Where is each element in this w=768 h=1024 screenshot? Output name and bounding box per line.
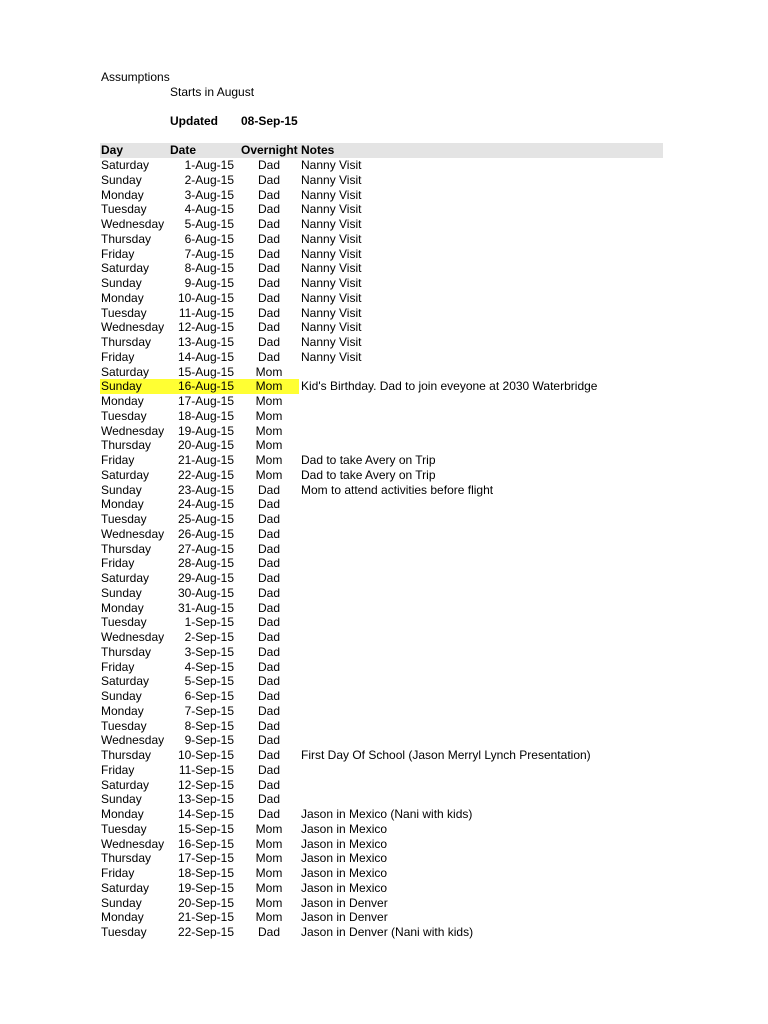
overnight-cell: Dad [257, 718, 280, 733]
day-cell: Saturday [101, 261, 150, 276]
notes-cell: First Day Of School (Jason Merryl Lynch Presentation) [301, 748, 591, 762]
table-row [100, 660, 663, 675]
day-cell: Monday [101, 600, 144, 615]
day-cell: Friday [101, 349, 135, 364]
overnight-cell: Dad [257, 187, 280, 202]
day-cell: Tuesday [101, 821, 147, 836]
table-row [100, 438, 663, 453]
date-cell: 4-Aug-15 [184, 202, 234, 217]
overnight-cell: Mom [255, 438, 283, 453]
day-cell: Friday [101, 453, 135, 467]
date-cell: 30-Aug-15 [177, 585, 234, 600]
day-cell: Sunday [101, 482, 142, 497]
notes-cell: Nanny Visit [301, 172, 362, 187]
day-cell: Sunday [101, 379, 142, 394]
overnight-cell: Mom [255, 851, 283, 866]
date-cell: 26-Aug-15 [177, 526, 234, 541]
date-cell: 12-Aug-15 [177, 320, 234, 335]
notes-cell: Jason in Mexico [301, 880, 388, 895]
day-cell: Friday [101, 556, 135, 571]
table-row [100, 601, 663, 616]
table-row [100, 866, 663, 881]
table-row [100, 896, 663, 911]
overnight-cell: Dad [257, 526, 280, 541]
table-row [100, 837, 663, 852]
notes-cell: Nanny Visit [301, 305, 362, 320]
overnight-cell: Dad [257, 571, 280, 585]
day-cell: Monday [101, 703, 144, 718]
overnight-cell: Dad [257, 585, 280, 600]
date-cell: 21-Sep-15 [177, 910, 234, 925]
table-row [100, 173, 663, 188]
date-cell: 3-Sep-15 [184, 644, 234, 659]
assumptions-label: Assumptions [101, 70, 170, 84]
overnight-cell: Dad [257, 792, 280, 807]
table-row [100, 409, 663, 424]
overnight-cell: Dad [257, 659, 280, 674]
overnight-cell: Mom [255, 453, 283, 467]
notes-cell: Nanny Visit [301, 335, 362, 349]
notes-cell: Dad to take Avery on Trip [301, 453, 436, 467]
table-row [100, 320, 663, 335]
overnight-cell: Dad [257, 349, 280, 364]
day-cell: Wednesday [101, 526, 165, 541]
overnight-cell: Mom [255, 866, 283, 880]
updated-label: Updated [170, 114, 218, 128]
date-cell: 11-Sep-15 [178, 762, 234, 777]
overnight-cell: Dad [257, 777, 280, 792]
table-row [100, 704, 663, 719]
date-cell: 24-Aug-15 [177, 497, 234, 512]
day-cell: Monday [101, 910, 144, 925]
table-row [100, 247, 663, 262]
date-cell: 6-Aug-15 [184, 231, 234, 246]
overnight-cell: Dad [257, 630, 280, 644]
notes-cell: Nanny Visit [301, 158, 362, 172]
day-cell: Tuesday [101, 512, 147, 526]
date-cell: 14-Sep-15 [177, 807, 234, 821]
day-cell: Wednesday [101, 217, 165, 231]
day-cell: Wednesday [101, 733, 165, 748]
date-cell: 1-Aug-15 [184, 158, 234, 172]
table-row [100, 792, 663, 807]
table-row [100, 306, 663, 321]
overnight-cell: Dad [257, 231, 280, 246]
overnight-cell: Dad [257, 276, 280, 290]
overnight-cell: Mom [255, 364, 283, 379]
table-row [100, 719, 663, 734]
table-row [100, 925, 663, 940]
notes-cell: Nanny Visit [301, 276, 362, 290]
day-cell: Saturday [101, 674, 150, 689]
overnight-cell: Mom [255, 394, 283, 408]
day-cell: Thursday [101, 748, 152, 762]
notes-cell: Nanny Visit [301, 261, 362, 276]
table-row [100, 527, 663, 542]
day-cell: Friday [101, 762, 135, 777]
date-cell: 2-Sep-15 [184, 630, 234, 644]
notes-cell: Dad to take Avery on Trip [301, 467, 436, 482]
day-cell: Monday [101, 290, 144, 305]
date-cell: 7-Aug-15 [184, 246, 234, 261]
day-cell: Saturday [101, 777, 150, 792]
table-row [100, 276, 663, 291]
date-cell: 21-Aug-15 [177, 453, 234, 467]
table-row [100, 763, 663, 778]
date-cell: 20-Aug-15 [177, 438, 234, 453]
day-cell: Sunday [101, 585, 142, 600]
column-header-date: Date [170, 143, 197, 157]
overnight-cell: Dad [257, 335, 280, 349]
overnight-cell: Dad [257, 762, 280, 777]
day-cell: Monday [101, 807, 144, 821]
table-row [100, 674, 663, 689]
day-cell: Friday [101, 246, 135, 261]
column-header-notes: Notes [301, 143, 335, 157]
day-cell: Monday [101, 497, 144, 512]
table-row [100, 232, 663, 247]
table-row [100, 188, 663, 203]
overnight-cell: Mom [255, 408, 283, 423]
day-cell: Tuesday [101, 202, 147, 217]
date-cell: 13-Aug-15 [177, 335, 234, 349]
notes-cell: Jason in Mexico [301, 821, 388, 836]
date-cell: 14-Aug-15 [177, 349, 234, 364]
date-cell: 23-Aug-15 [177, 482, 234, 497]
date-cell: 28-Aug-15 [177, 556, 234, 571]
table-row [100, 689, 663, 704]
day-cell: Thursday [101, 644, 152, 659]
table-row [100, 350, 663, 365]
day-cell: Sunday [101, 792, 142, 807]
date-cell: 3-Aug-15 [184, 187, 234, 202]
day-cell: Sunday [101, 895, 142, 910]
notes-cell: Jason in Mexico [301, 836, 388, 851]
overnight-cell: Dad [257, 512, 280, 526]
column-header-day: Day [101, 143, 124, 157]
notes-cell: Nanny Visit [301, 217, 362, 231]
table-row [100, 630, 663, 645]
overnight-cell: Dad [257, 261, 280, 276]
overnight-cell: Dad [257, 305, 280, 320]
overnight-cell: Dad [257, 689, 280, 703]
overnight-cell: Mom [255, 836, 283, 851]
day-cell: Tuesday [101, 408, 147, 423]
overnight-cell: Dad [257, 600, 280, 615]
date-cell: 17-Sep-15 [177, 851, 234, 866]
table-row [100, 291, 663, 306]
date-cell: 18-Sep-15 [177, 866, 234, 880]
column-header-overnight: Overnight [241, 143, 298, 157]
date-cell: 31-Aug-15 [177, 600, 234, 615]
table-row [100, 453, 663, 468]
day-cell: Tuesday [101, 718, 147, 733]
date-cell: 2-Aug-15 [184, 172, 234, 187]
starts-note: Starts in August [170, 85, 255, 99]
table-row [100, 497, 663, 512]
day-cell: Wednesday [101, 836, 165, 851]
table-row [100, 158, 663, 173]
day-cell: Thursday [101, 851, 152, 866]
day-cell: Friday [101, 866, 135, 880]
date-cell: 10-Sep-15 [177, 748, 234, 762]
date-cell: 16-Aug-15 [177, 379, 234, 394]
table-row [100, 483, 663, 498]
overnight-cell: Dad [257, 925, 280, 939]
date-cell: 13-Sep-15 [177, 792, 234, 807]
table-row [100, 394, 663, 409]
overnight-cell: Dad [257, 320, 280, 335]
date-cell: 15-Sep-15 [177, 821, 234, 836]
overnight-cell: Dad [257, 482, 280, 497]
table-row [100, 379, 663, 394]
table-row [100, 778, 663, 793]
day-cell: Wednesday [101, 320, 165, 335]
table-row [100, 645, 663, 660]
day-cell: Saturday [101, 467, 150, 482]
notes-cell: Kid's Birthday. Dad to join eveyone at 2030 Waterbridge [301, 379, 598, 394]
date-cell: 8-Sep-15 [184, 718, 234, 733]
date-cell: 20-Sep-15 [177, 895, 234, 910]
date-cell: 6-Sep-15 [184, 689, 234, 703]
day-cell: Monday [101, 187, 144, 202]
table-row [100, 807, 663, 822]
date-cell: 5-Aug-15 [184, 217, 234, 231]
notes-cell: Nanny Visit [301, 231, 362, 246]
date-cell: 4-Sep-15 [184, 659, 234, 674]
date-cell: 19-Sep-15 [177, 880, 234, 895]
table-row [100, 851, 663, 866]
notes-cell: Nanny Visit [301, 246, 362, 261]
date-cell: 22-Aug-15 [177, 467, 234, 482]
date-cell: 27-Aug-15 [177, 541, 234, 556]
overnight-cell: Dad [257, 748, 280, 762]
notes-cell: Mom to attend activities before flight [301, 482, 494, 497]
overnight-cell: Dad [257, 497, 280, 512]
notes-cell: Nanny Visit [301, 320, 362, 335]
table-row [100, 615, 663, 630]
overnight-cell: Dad [257, 615, 280, 630]
table-row [100, 822, 663, 837]
table-row [100, 217, 663, 232]
date-cell: 8-Aug-15 [184, 261, 234, 276]
overnight-cell: Dad [257, 172, 280, 187]
overnight-cell: Mom [255, 880, 283, 895]
overnight-cell: Mom [255, 423, 283, 438]
table-row [100, 542, 663, 557]
table-row [100, 748, 663, 763]
overnight-cell: Dad [257, 556, 280, 571]
table-row [100, 556, 663, 571]
date-cell: 7-Sep-15 [184, 703, 234, 718]
day-cell: Tuesday [101, 615, 147, 630]
day-cell: Wednesday [101, 423, 165, 438]
date-cell: 15-Aug-15 [177, 364, 234, 379]
date-cell: 9-Aug-15 [184, 276, 234, 290]
notes-cell: Nanny Visit [301, 290, 362, 305]
table-row [100, 910, 663, 925]
notes-cell: Jason in Mexico [301, 851, 388, 866]
overnight-cell: Dad [257, 733, 280, 748]
notes-cell: Nanny Visit [301, 187, 362, 202]
table-row [100, 881, 663, 896]
date-cell: 10-Aug-15 [177, 290, 234, 305]
notes-cell: Jason in Denver [301, 895, 388, 910]
overnight-cell: Dad [257, 703, 280, 718]
date-cell: 11-Aug-15 [178, 305, 234, 320]
overnight-cell: Dad [257, 674, 280, 689]
date-cell: 22-Sep-15 [177, 925, 234, 939]
table-row [100, 261, 663, 276]
overnight-cell: Mom [255, 895, 283, 910]
notes-cell: Jason in Mexico (Nani with kids) [301, 807, 473, 821]
date-cell: 12-Sep-15 [177, 777, 234, 792]
day-cell: Sunday [101, 689, 142, 703]
overnight-cell: Dad [257, 807, 280, 821]
table-row [100, 571, 663, 586]
updated-date: 08-Sep-15 [241, 114, 298, 128]
notes-cell: Jason in Denver (Nani with kids) [301, 925, 474, 939]
overnight-cell: Dad [257, 158, 280, 172]
table-header [100, 143, 663, 158]
overnight-cell: Mom [255, 821, 283, 836]
day-cell: Thursday [101, 438, 152, 453]
day-cell: Friday [101, 659, 135, 674]
overnight-cell: Dad [257, 541, 280, 556]
date-cell: 5-Sep-15 [184, 674, 234, 689]
table-row [100, 586, 663, 601]
day-cell: Thursday [101, 231, 152, 246]
day-cell: Saturday [101, 364, 150, 379]
day-cell: Tuesday [101, 925, 147, 939]
overnight-cell: Dad [257, 290, 280, 305]
date-cell: 9-Sep-15 [184, 733, 234, 748]
date-cell: 29-Aug-15 [177, 571, 234, 585]
day-cell: Thursday [101, 541, 152, 556]
overnight-cell: Dad [257, 644, 280, 659]
table-row [100, 733, 663, 748]
overnight-cell: Mom [255, 910, 283, 925]
overnight-cell: Dad [257, 202, 280, 217]
table-row [100, 468, 663, 483]
day-cell: Tuesday [101, 305, 147, 320]
day-cell: Sunday [101, 172, 142, 187]
day-cell: Sunday [101, 276, 142, 290]
day-cell: Wednesday [101, 630, 165, 644]
date-cell: 1-Sep-15 [184, 615, 234, 630]
day-cell: Saturday [101, 880, 150, 895]
overnight-cell: Dad [257, 217, 280, 231]
date-cell: 17-Aug-15 [177, 394, 234, 408]
notes-cell: Jason in Mexico [301, 866, 388, 880]
day-cell: Saturday [101, 571, 150, 585]
table-row [100, 335, 663, 350]
table-row [100, 365, 663, 380]
overnight-cell: Dad [257, 246, 280, 261]
day-cell: Saturday [101, 158, 150, 172]
overnight-cell: Mom [255, 379, 283, 394]
notes-cell: Jason in Denver [301, 910, 388, 925]
overnight-cell: Mom [255, 467, 283, 482]
schedule-table [100, 158, 663, 940]
date-cell: 16-Sep-15 [177, 836, 234, 851]
table-row [100, 202, 663, 217]
date-cell: 19-Aug-15 [177, 423, 234, 438]
notes-cell: Nanny Visit [301, 349, 362, 364]
notes-cell: Nanny Visit [301, 202, 362, 217]
day-cell: Monday [101, 394, 144, 408]
date-cell: 18-Aug-15 [177, 408, 234, 423]
table-row [100, 424, 663, 439]
date-cell: 25-Aug-15 [177, 512, 234, 526]
table-row [100, 512, 663, 527]
day-cell: Thursday [101, 335, 152, 349]
